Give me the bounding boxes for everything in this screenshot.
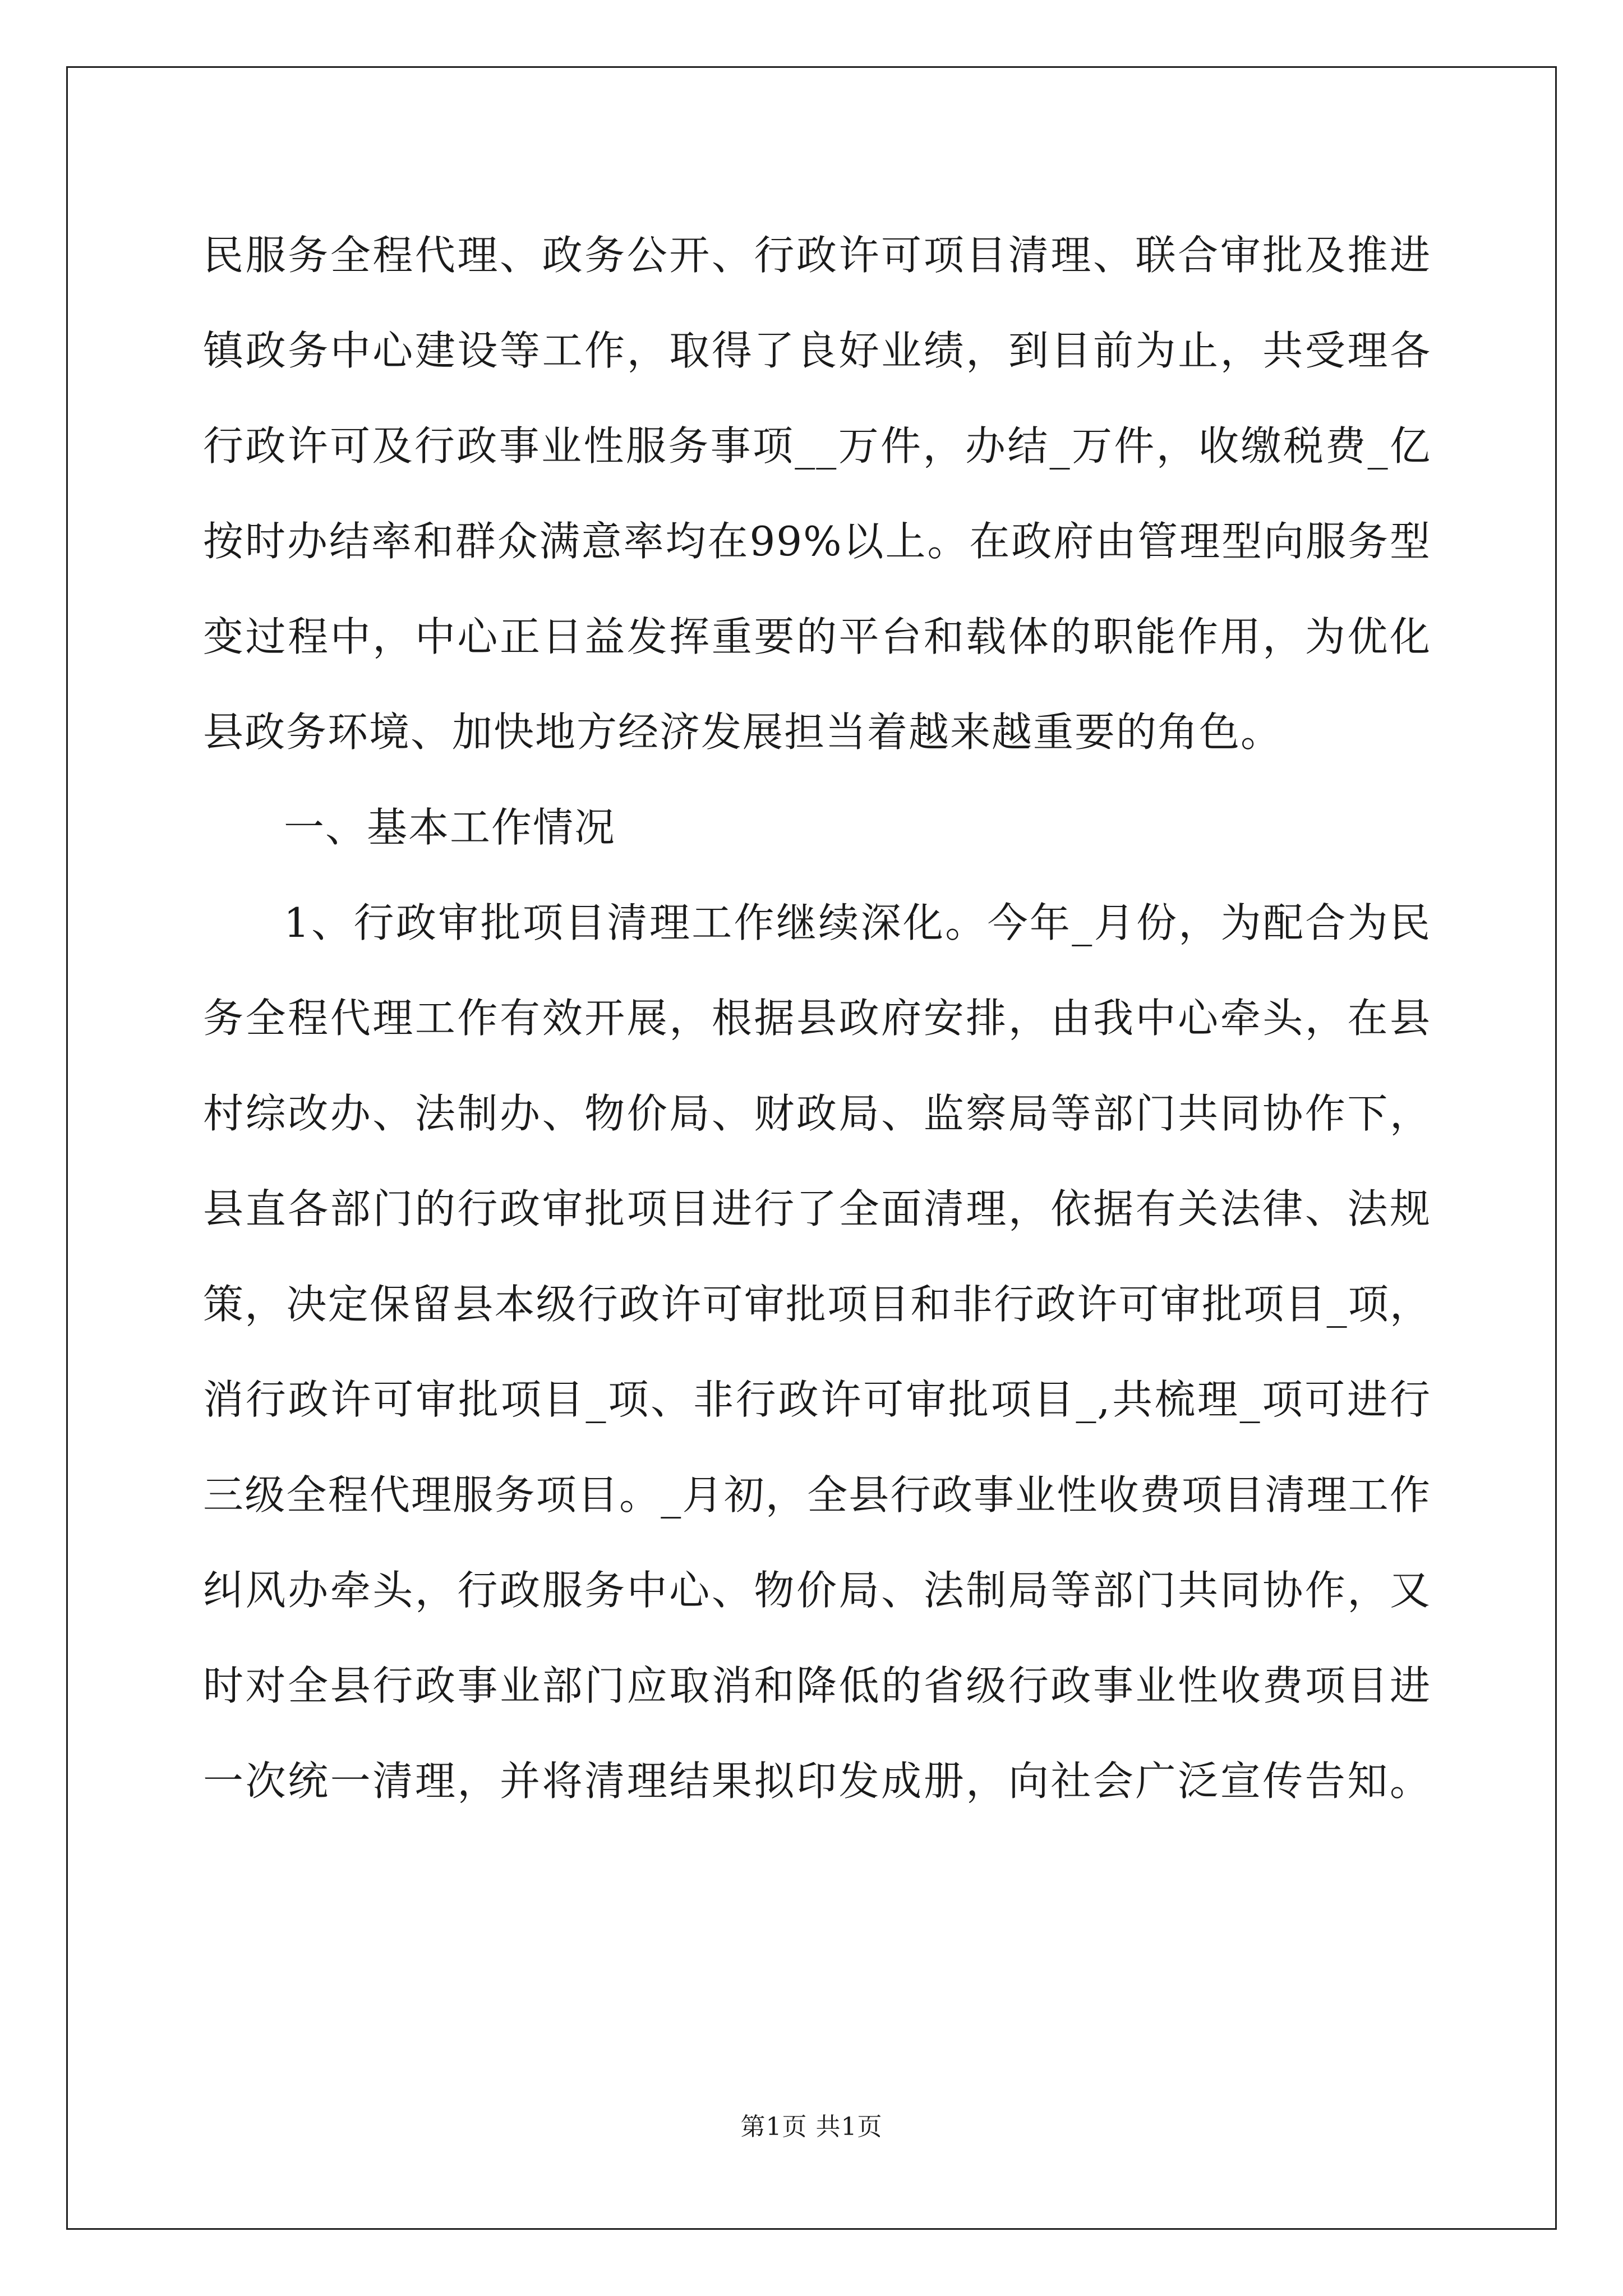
text-line-3: 行政许可及行政事业性服务事项__万件，办结_万件，收缴税费_亿 (203, 422, 1431, 470)
section-heading: 一、基本工作情况 (284, 804, 616, 851)
text-line-10: 村综改办、法制办、物价局、财政局、监察局等部门共同协作下， (203, 1090, 1431, 1137)
text-line-16: 时对全县行政事业部门应取消和降低的省级行政事业性收费项目进 (203, 1662, 1431, 1709)
text-line-5: 变过程中，中心正日益发挥重要的平台和载体的职能作用，为优化 (203, 613, 1431, 660)
text-line-6: 县政务环境、加快地方经济发展担当着越来越重要的角色。 (203, 708, 1283, 756)
document-body (203, 208, 1431, 1829)
text-line-2: 镇政务中心建设等工作，取得了良好业绩，到目前为止，共受理各 (203, 327, 1431, 374)
text-line-14: 三级全程代理服务项目。_月初，全县行政事业性收费项目清理工作 (203, 1471, 1431, 1519)
text-line-12: 策，决定保留县本级行政许可审批项目和非行政许可审批项目_项， (203, 1281, 1431, 1328)
text-line-11: 县直各部门的行政审批项目进行了全面清理，依据有关法律、法规 (203, 1185, 1431, 1232)
text-line-13: 消行政许可审批项目_项、非行政许可审批项目_,共梳理_项可进行 (203, 1376, 1431, 1423)
text-line-8: 1、行政审批项目清理工作继续深化。今年_月份，为配合为民 (284, 899, 1431, 946)
text-line-9: 务全程代理工作有效开展，根据县政府安排，由我中心牵头，在县 (203, 995, 1431, 1042)
text-line-4: 按时办结率和群众满意率均在99%以上。在政府由管理型向服务型 (203, 518, 1431, 565)
page-number-footer: 第1页 共1页 (740, 2113, 883, 2141)
text-line-17: 一次统一清理，并将清理结果拟印发成册，向社会广泛宣传告知。 (203, 1757, 1431, 1805)
text-line-1: 民服务全程代理、政务公开、行政许可项目清理、联合审批及推进 (203, 232, 1431, 279)
text-line-15: 纠风办牵头，行政服务中心、物价局、法制局等部门共同协作，又 (203, 1567, 1431, 1614)
